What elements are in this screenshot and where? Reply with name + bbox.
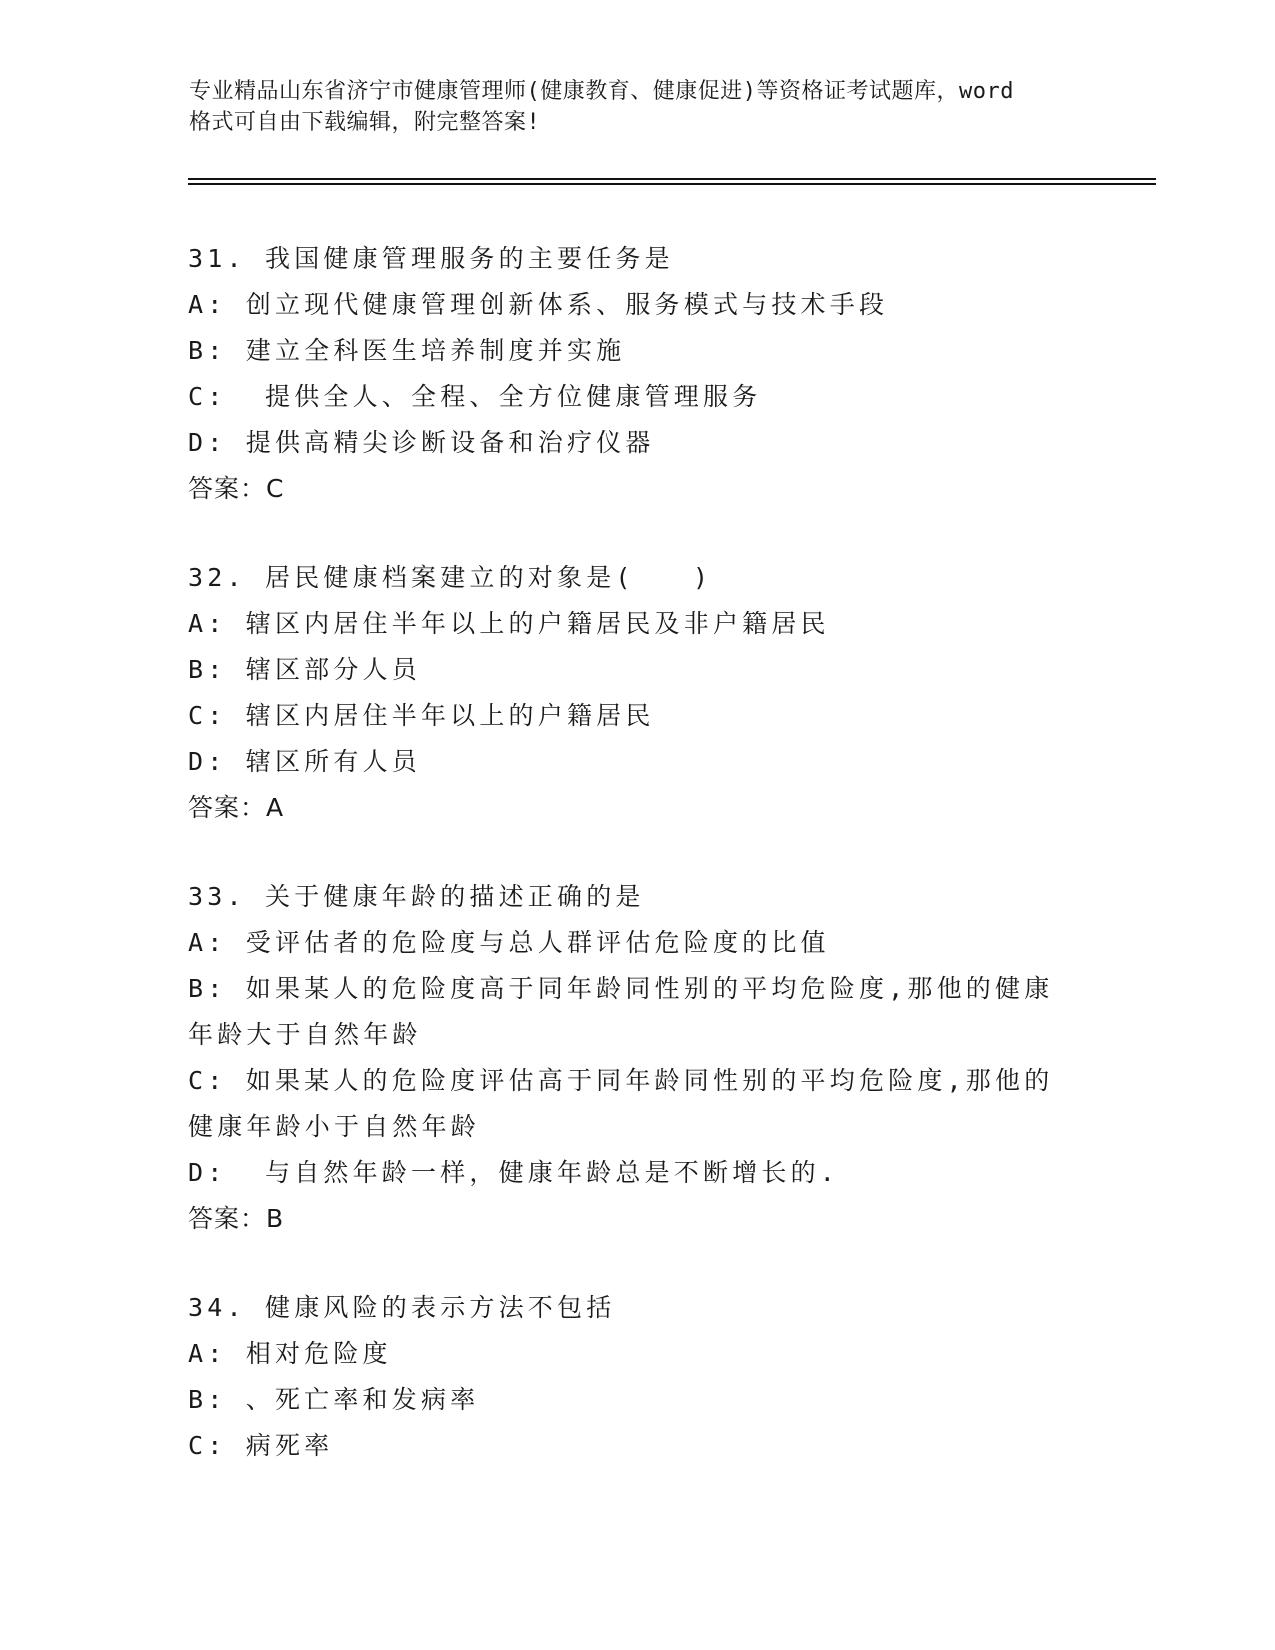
answer-line: 答案：C [188,474,285,503]
answer-line: 答案：B [188,1204,285,1233]
option-b: B: 建立全科医生培养制度并实施 [188,336,626,365]
header-divider-bottom [188,183,1156,185]
option-c: C: 辖区内居住半年以上的户籍居民 [188,701,655,730]
question-34 [188,1285,1068,1469]
option-d: D: 与自然年龄一样，健康年龄总是不断增长的. [188,1158,840,1187]
option-a: A: 辖区内居住半年以上的户籍居民及非户籍居民 [188,609,830,638]
option-d: D: 辖区所有人员 [188,747,421,776]
option-b: B: 如果某人的危险度高于同年龄同性别的平均危险度,那他的健康年龄大于自然年龄 [188,974,1054,1049]
option-b: B: 、死亡率和发病率 [188,1385,480,1414]
option-d: D: 提供高精尖诊断设备和治疗仪器 [188,428,655,457]
answer-line: 答案：A [188,793,285,822]
header-divider-top [188,178,1156,180]
question-stem: 32. 居民健康档案建立的对象是( ) [188,563,713,592]
question-31 [188,236,1068,512]
header-line-2: 格式可自由下载编辑，附完整答案! [189,110,541,135]
question-stem: 34. 健康风险的表示方法不包括 [188,1293,616,1322]
question-stem: 31. 我国健康管理服务的主要任务是 [188,244,674,273]
option-a: A: 受评估者的危险度与总人群评估危险度的比值 [188,928,830,957]
question-32 [188,555,1068,831]
question-list [188,236,1068,1512]
option-a: A: 相对危险度 [188,1339,392,1368]
option-c: C: 提供全人、全程、全方位健康管理服务 [188,382,762,411]
question-stem: 33. 关于健康年龄的描述正确的是 [188,882,645,911]
option-c: C: 病死率 [188,1431,334,1460]
document-header [189,76,1089,138]
option-a: A: 创立现代健康管理创新体系、服务模式与技术手段 [188,290,889,319]
option-b: B: 辖区部分人员 [188,655,421,684]
header-line-1: 专业精品山东省济宁市健康管理师(健康教育、健康促进)等资格证考试题库，word [189,79,1014,104]
option-c: C: 如果某人的危险度评估高于同年龄同性别的平均危险度,那他的健康年龄小于自然年龄 [188,1066,1054,1141]
question-33 [188,874,1068,1242]
